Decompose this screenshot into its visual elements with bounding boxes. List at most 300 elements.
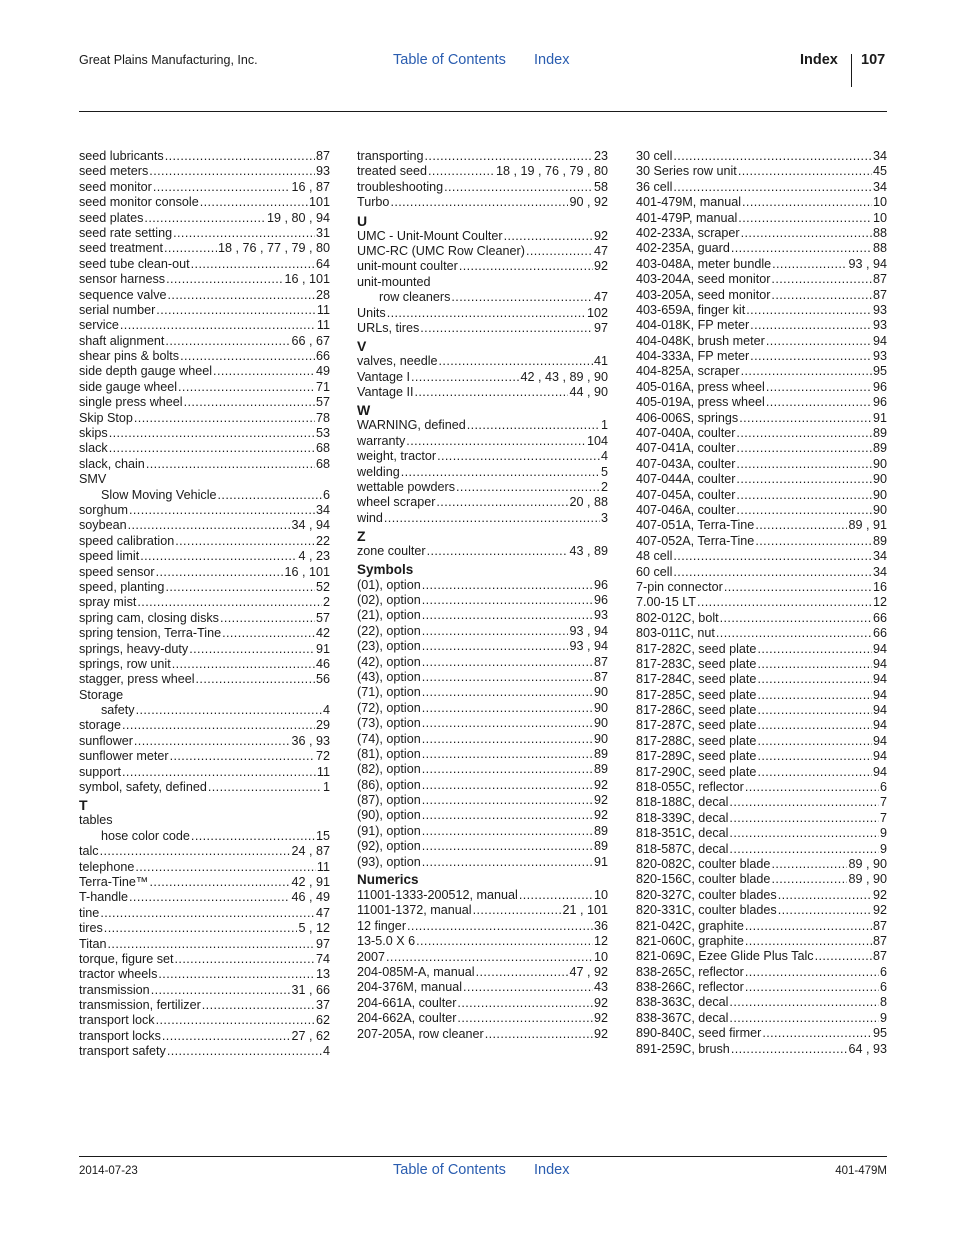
index-entry <box>79 226 330 241</box>
index-term: WARNING, defined <box>357 418 466 433</box>
dot-leader <box>220 611 315 626</box>
page-reference[interactable]: 11 <box>316 302 330 317</box>
dot-leader <box>436 495 568 510</box>
page-reference[interactable]: 91 <box>872 410 887 425</box>
page-reference[interactable]: 90 <box>593 685 608 700</box>
page-reference[interactable]: 31 , 66 <box>291 982 330 997</box>
dot-leader <box>757 765 872 780</box>
dot-leader <box>150 875 291 890</box>
page-reference[interactable]: 97 <box>593 320 608 335</box>
page-reference[interactable]: 27 , 62 <box>291 1028 330 1043</box>
page-reference[interactable]: 6 <box>879 964 887 979</box>
index-term: soybean <box>79 518 127 533</box>
dot-leader <box>729 842 879 857</box>
page-reference[interactable]: 62 <box>315 1013 330 1028</box>
index-entry <box>357 480 608 495</box>
page-reference[interactable]: 4 <box>600 449 608 464</box>
index-term: 204-376M, manual <box>357 980 463 995</box>
dot-leader <box>422 732 593 747</box>
page-reference[interactable]: 21 , 101 <box>562 903 608 918</box>
page-reference[interactable]: 87 <box>593 669 608 684</box>
dot-leader <box>741 226 872 241</box>
page-reference[interactable]: 45 <box>872 164 887 179</box>
page-reference[interactable]: 95 <box>872 1026 887 1041</box>
page-reference[interactable]: 74 <box>315 951 330 966</box>
footer-index-link[interactable]: Index <box>534 1162 570 1178</box>
index-entry <box>79 1013 330 1028</box>
index-term: 30 Series row unit <box>636 164 737 179</box>
page-reference[interactable]: 19 , 80 , 94 <box>266 210 330 225</box>
index-entry <box>357 1027 608 1042</box>
index-link[interactable]: Index <box>534 52 570 68</box>
page-reference[interactable]: 47 , 92 <box>569 964 608 979</box>
page-reference[interactable]: 89 <box>872 426 887 441</box>
dot-leader <box>427 544 569 559</box>
dot-leader <box>156 1013 315 1028</box>
page-reference[interactable]: 94 <box>872 672 887 687</box>
page-reference[interactable]: 94 <box>872 703 887 718</box>
page-reference[interactable]: 34 <box>872 179 887 194</box>
page-reference[interactable]: 41 <box>593 354 608 369</box>
dot-leader <box>196 672 315 687</box>
dot-leader <box>755 518 847 533</box>
index-entry <box>357 732 608 747</box>
page-reference[interactable]: 92 <box>593 808 608 823</box>
page-reference[interactable]: 6 <box>879 780 887 795</box>
page-reference[interactable]: 9 <box>879 826 887 841</box>
dot-leader <box>422 855 593 870</box>
page-reference[interactable]: 89 , 90 <box>848 872 887 887</box>
page-reference[interactable]: 43 , 89 <box>569 544 608 559</box>
dot-leader <box>526 244 593 259</box>
page-reference[interactable]: 66 <box>872 626 887 641</box>
index-term: (81), option <box>357 746 421 761</box>
page-reference[interactable]: 22 <box>315 533 330 548</box>
dot-leader <box>473 903 562 918</box>
page-reference[interactable]: 42 , 43 , 89 , 90 <box>520 369 608 384</box>
page-reference[interactable]: 89 <box>593 762 608 777</box>
index-entry <box>357 965 608 980</box>
page-reference[interactable]: 44 , 90 <box>569 385 608 400</box>
page-reference[interactable]: 10 <box>872 210 887 225</box>
page-reference[interactable]: 10 <box>593 949 608 964</box>
index-term: (91), option <box>357 823 421 838</box>
index-term: 817-288C, seed plate <box>636 733 757 748</box>
page-reference[interactable]: 34 <box>872 549 887 564</box>
dot-leader <box>422 608 593 623</box>
page-reference[interactable]: 47 <box>593 290 608 305</box>
index-entry <box>79 457 330 472</box>
index-term: Turbo <box>357 195 390 210</box>
index-term: 13-5.0 X 6 <box>357 934 416 949</box>
index-term: seed treatment <box>79 241 164 256</box>
dot-leader <box>384 511 600 526</box>
index-term: transport safety <box>79 1044 166 1059</box>
dot-leader <box>750 349 872 364</box>
page-reference[interactable]: 36 , 93 <box>291 733 330 748</box>
page-reference[interactable]: 94 <box>872 687 887 702</box>
index-entry <box>79 611 330 626</box>
page-reference[interactable]: 18 , 19 , 76 , 79 , 80 <box>495 164 608 179</box>
index-entry <box>79 860 330 875</box>
page-reference[interactable]: 89 <box>593 746 608 761</box>
page-reference[interactable]: 66 <box>872 610 887 625</box>
index-term: 818-587C, decal <box>636 841 729 856</box>
dot-leader <box>742 195 872 210</box>
index-term: zone coulter <box>357 544 426 559</box>
page-reference[interactable]: 87 <box>872 949 887 964</box>
page-reference[interactable]: 72 <box>315 749 330 764</box>
dot-leader <box>766 380 872 395</box>
index-entry <box>79 718 330 733</box>
page-reference[interactable]: 1 <box>600 418 608 433</box>
page-reference[interactable]: 7 <box>879 795 887 810</box>
page-reference[interactable]: 36 <box>593 918 608 933</box>
index-term: 204-661A, coulter <box>357 995 457 1010</box>
dot-leader <box>736 503 872 518</box>
page-reference[interactable]: 66 , 67 <box>291 333 330 348</box>
dot-leader <box>739 411 872 426</box>
page-reference[interactable]: 56 <box>315 672 330 687</box>
page-reference[interactable]: 16 <box>872 579 887 594</box>
dot-leader <box>149 164 315 179</box>
page-reference[interactable]: 91 <box>593 854 608 869</box>
page-reference[interactable]: 87 <box>872 272 887 287</box>
index-entry <box>636 334 887 349</box>
dot-leader <box>673 565 872 580</box>
index-entry <box>357 624 608 639</box>
page-reference[interactable]: 20 , 88 <box>569 495 608 510</box>
dot-leader <box>166 272 283 287</box>
index-term: shear pins & bolts <box>79 349 180 364</box>
page-reference[interactable]: 46 , 49 <box>291 890 330 905</box>
page-reference[interactable]: 96 <box>593 592 608 607</box>
page-reference[interactable]: 90 <box>593 716 608 731</box>
index-entry <box>636 411 887 426</box>
page-reference[interactable]: 90 , 92 <box>569 195 608 210</box>
page-reference[interactable]: 5 , 12 <box>298 921 330 936</box>
index-term: speed limit <box>79 549 140 564</box>
page-reference[interactable]: 78 <box>315 410 330 425</box>
page-reference[interactable]: 88 <box>872 241 887 256</box>
page-reference[interactable]: 4 <box>322 1044 330 1059</box>
page-reference[interactable]: 11 <box>316 859 330 874</box>
page-reference[interactable]: 4 , 23 <box>298 549 330 564</box>
page-reference[interactable]: 15 <box>315 828 330 843</box>
dot-leader <box>191 829 315 844</box>
dot-leader <box>673 149 872 164</box>
index-parent-term: unit-mounted <box>357 274 431 289</box>
dot-leader <box>729 1011 879 1026</box>
page-reference[interactable]: 11 <box>316 764 330 779</box>
dot-leader <box>757 642 872 657</box>
page-reference[interactable]: 18 , 76 , 77 , 79 , 80 <box>217 241 330 256</box>
index-entry <box>357 164 608 179</box>
page-reference[interactable]: 2 <box>600 480 608 495</box>
footer-table-of-contents-link[interactable]: Table of Contents <box>393 1162 506 1178</box>
dot-leader <box>745 780 879 795</box>
dot-leader <box>745 919 872 934</box>
index-term: (92), option <box>357 839 421 854</box>
index-entry <box>636 611 887 626</box>
index-entry <box>357 670 608 685</box>
page-reference[interactable]: 94 <box>872 656 887 671</box>
page-reference[interactable]: 92 <box>593 777 608 792</box>
page-reference[interactable]: 92 <box>593 793 608 808</box>
dot-leader <box>422 578 593 593</box>
index-term: valves, needle <box>357 354 438 369</box>
page-reference[interactable]: 34 <box>872 564 887 579</box>
page-reference[interactable]: 90 <box>872 472 887 487</box>
index-entry <box>79 349 330 364</box>
index-entry <box>357 418 608 433</box>
page-reference[interactable]: 16 , 101 <box>284 272 330 287</box>
page-reference[interactable]: 66 <box>315 349 330 364</box>
index-term: 407-040A, coulter <box>636 426 736 441</box>
page-reference[interactable]: 57 <box>315 395 330 410</box>
page-reference[interactable]: 29 <box>315 718 330 733</box>
page-reference[interactable]: 89 <box>872 441 887 456</box>
page-reference[interactable]: 57 <box>315 610 330 625</box>
page-reference[interactable]: 87 <box>593 654 608 669</box>
page-reference[interactable]: 53 <box>315 426 330 441</box>
page-reference[interactable]: 10 <box>872 195 887 210</box>
index-entry <box>79 318 330 333</box>
dot-leader <box>757 688 872 703</box>
page-reference[interactable]: 104 <box>586 433 608 448</box>
index-entry <box>357 593 608 608</box>
page-reference[interactable]: 92 <box>872 903 887 918</box>
dot-leader <box>729 995 879 1010</box>
index-term: 402-233A, scraper <box>636 225 740 240</box>
page-reference[interactable]: 1 <box>322 780 330 795</box>
page-reference[interactable]: 42 <box>315 626 330 641</box>
page-reference[interactable]: 90 <box>593 700 608 715</box>
page-reference[interactable]: 8 <box>879 995 887 1010</box>
page-reference[interactable]: 94 <box>872 749 887 764</box>
index-term: 817-286C, seed plate <box>636 703 757 718</box>
index-entry <box>636 257 887 272</box>
page-reference[interactable]: 68 <box>315 441 330 456</box>
page-reference[interactable]: 47 <box>315 905 330 920</box>
page-reference[interactable]: 24 , 87 <box>291 844 330 859</box>
page-reference[interactable]: 93 <box>872 318 887 333</box>
page-reference[interactable]: 49 <box>315 364 330 379</box>
page-reference[interactable]: 2 <box>322 595 330 610</box>
page-reference[interactable]: 102 <box>586 305 608 320</box>
page-reference[interactable]: 96 <box>872 379 887 394</box>
page-reference[interactable]: 94 <box>872 333 887 348</box>
table-of-contents-link[interactable]: Table of Contents <box>393 52 506 68</box>
index-term: hose color code <box>101 828 190 843</box>
index-entry <box>357 385 608 400</box>
index-entry <box>357 290 608 305</box>
page-reference[interactable]: 94 <box>872 733 887 748</box>
index-entry <box>357 370 608 385</box>
page-reference[interactable]: 9 <box>879 841 887 856</box>
page-reference[interactable]: 46 <box>315 656 330 671</box>
dot-leader <box>476 965 569 980</box>
page-reference[interactable]: 87 <box>872 933 887 948</box>
page-reference[interactable]: 34 <box>872 149 887 163</box>
index-entry <box>636 211 887 226</box>
page-reference[interactable]: 37 <box>315 998 330 1013</box>
page-reference[interactable]: 11 <box>316 318 330 333</box>
page-reference[interactable]: 42 , 91 <box>291 874 330 889</box>
index-entry <box>79 272 330 287</box>
index-term: (42), option <box>357 654 421 669</box>
page-reference[interactable]: 96 <box>593 577 608 592</box>
page-reference[interactable]: 87 <box>872 287 887 302</box>
page-reference[interactable]: 87 <box>872 918 887 933</box>
page-reference[interactable]: 89 <box>593 839 608 854</box>
index-term: 36 cell <box>636 179 673 194</box>
page-reference[interactable]: 89 , 90 <box>848 856 887 871</box>
page-reference[interactable]: 16 , 87 <box>291 179 330 194</box>
index-term: sunflower meter <box>79 749 169 764</box>
page-reference[interactable]: 64 , 93 <box>848 1041 887 1056</box>
page-reference[interactable]: 92 <box>593 1026 608 1041</box>
page-reference[interactable]: 6 <box>879 980 887 995</box>
page-reference[interactable]: 96 <box>872 395 887 410</box>
index-entry <box>636 549 887 564</box>
page-reference[interactable]: 23 <box>593 149 608 163</box>
page-reference[interactable]: 94 <box>872 641 887 656</box>
page-reference[interactable]: 13 <box>315 967 330 982</box>
page-reference[interactable]: 64 <box>315 256 330 271</box>
page-reference[interactable]: 89 <box>872 533 887 548</box>
page-reference[interactable]: 93 <box>872 302 887 317</box>
dot-leader <box>422 716 593 731</box>
dot-leader <box>175 952 315 967</box>
dot-leader <box>731 241 872 256</box>
dot-leader <box>757 672 872 687</box>
dot-leader <box>745 980 879 995</box>
index-parent-term: tables <box>79 813 113 828</box>
page-reference[interactable]: 4 <box>322 703 330 718</box>
page-reference[interactable]: 92 <box>593 995 608 1010</box>
page-reference[interactable]: 90 <box>872 487 887 502</box>
dot-leader <box>167 1044 322 1059</box>
page-reference[interactable]: 90 <box>872 502 887 517</box>
index-term: Vantage II <box>357 385 414 400</box>
index-term: 30 cell <box>636 149 673 163</box>
page-reference[interactable]: 93 <box>593 608 608 623</box>
index-term: side depth gauge wheel <box>79 364 213 379</box>
index-entry <box>636 903 887 918</box>
dot-leader <box>757 657 872 672</box>
index-entry <box>636 642 887 657</box>
page-reference[interactable]: 28 <box>315 287 330 302</box>
index-entry <box>357 639 608 654</box>
index-entry <box>79 180 330 195</box>
page-reference[interactable]: 92 <box>593 1011 608 1026</box>
page-reference[interactable]: 101 <box>308 195 330 210</box>
page-reference[interactable]: 16 , 101 <box>284 564 330 579</box>
dot-leader <box>156 565 284 580</box>
page-reference[interactable]: 10 <box>593 888 608 903</box>
page-reference[interactable]: 7 <box>879 810 887 825</box>
page-reference[interactable]: 47 <box>593 243 608 258</box>
page-reference[interactable]: 58 <box>593 179 608 194</box>
index-entry <box>79 334 330 349</box>
index-term: 404-048K, brush meter <box>636 333 765 348</box>
page-reference[interactable]: 93 , 94 <box>569 623 608 638</box>
index-entry <box>636 826 887 841</box>
index-term: seed meters <box>79 164 149 179</box>
index-term: (22), option <box>357 623 421 638</box>
page-reference[interactable]: 68 <box>315 456 330 471</box>
dot-leader <box>407 919 593 934</box>
page-reference[interactable]: 92 <box>872 887 887 902</box>
index-term: 821-042C, graphite <box>636 918 744 933</box>
index-entry <box>636 441 887 456</box>
page-reference[interactable]: 97 <box>315 936 330 951</box>
index-term: 12 finger <box>357 918 407 933</box>
index-term: (82), option <box>357 762 421 777</box>
index-entry <box>79 518 330 533</box>
page-reference[interactable]: 94 <box>872 718 887 733</box>
page-reference[interactable]: 93 <box>872 349 887 364</box>
page-reference[interactable]: 3 <box>600 510 608 525</box>
page-reference[interactable]: 89 , 91 <box>848 518 887 533</box>
page-reference[interactable]: 43 <box>593 980 608 995</box>
page-reference[interactable]: 12 <box>593 934 608 949</box>
index-entry <box>357 434 608 449</box>
page-reference[interactable]: 93 , 94 <box>569 639 608 654</box>
page-reference[interactable]: 92 <box>593 228 608 243</box>
page-reference[interactable]: 31 <box>315 225 330 240</box>
index-term: spray mist <box>79 595 137 610</box>
index-entry <box>357 839 608 854</box>
page-reference[interactable]: 90 <box>593 731 608 746</box>
index-term: 407-043A, coulter <box>636 456 736 471</box>
index-letter-heading: Z <box>357 528 366 545</box>
index-term: 818-351C, decal <box>636 826 729 841</box>
page-reference[interactable]: 93 , 94 <box>848 256 887 271</box>
page-reference[interactable]: 34 , 94 <box>291 518 330 533</box>
index-term: 401-479P, manual <box>636 210 738 225</box>
page-reference[interactable]: 93 <box>315 164 330 179</box>
page-reference[interactable]: 71 <box>315 379 330 394</box>
page-reference[interactable]: 52 <box>315 579 330 594</box>
page-reference[interactable]: 92 <box>593 259 608 274</box>
index-term: spring tension, Terra-Tine <box>79 626 222 641</box>
page-reference[interactable]: 5 <box>600 464 608 479</box>
page-reference[interactable]: 12 <box>872 595 887 610</box>
dot-leader <box>771 272 872 287</box>
index-entry <box>79 534 330 549</box>
index-entry <box>79 164 330 179</box>
page-reference[interactable]: 6 <box>322 487 330 502</box>
page-reference[interactable]: 87 <box>315 149 330 163</box>
page-reference[interactable]: 9 <box>879 1010 887 1025</box>
index-entry <box>357 511 608 526</box>
index-entry <box>357 259 608 274</box>
index-entry <box>79 952 330 967</box>
page-reference[interactable]: 89 <box>593 823 608 838</box>
index-term: 817-289C, seed plate <box>636 749 757 764</box>
page-reference[interactable]: 90 <box>872 456 887 471</box>
page-reference[interactable]: 91 <box>315 641 330 656</box>
index-term: 817-284C, seed plate <box>636 672 757 687</box>
page-reference[interactable]: 88 <box>872 225 887 240</box>
dot-leader <box>766 395 872 410</box>
page-reference[interactable]: 34 <box>315 502 330 517</box>
page-reference[interactable]: 95 <box>872 364 887 379</box>
index-entry <box>79 395 330 410</box>
page-reference[interactable]: 94 <box>872 764 887 779</box>
